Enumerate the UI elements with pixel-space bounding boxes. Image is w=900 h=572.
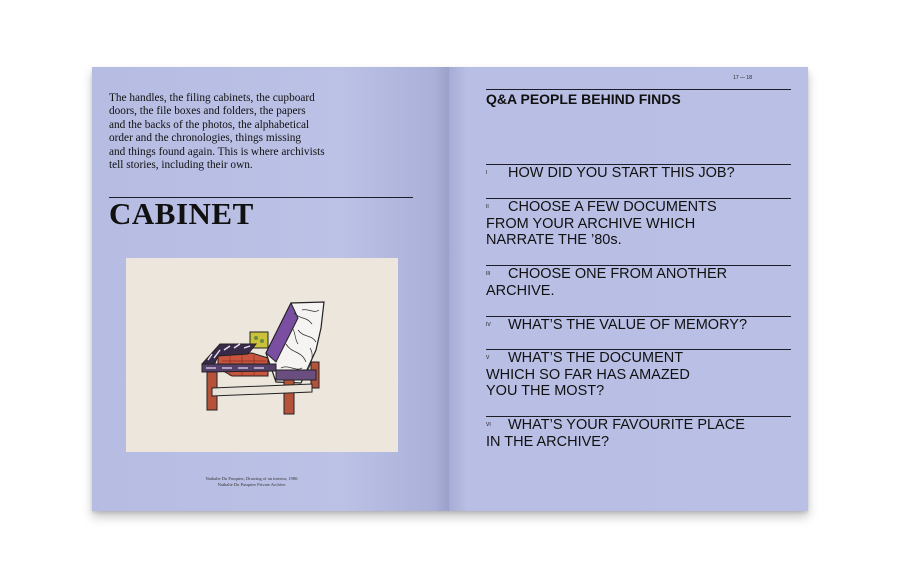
question-number: V xyxy=(486,354,490,361)
image-caption xyxy=(172,476,332,488)
drawing-illustration xyxy=(126,258,398,452)
intro-line: tell stories, including their own. xyxy=(109,159,253,172)
question-item xyxy=(486,199,766,249)
question-text: ARCHIVE. xyxy=(486,282,555,299)
question-text: HOW DID YOU START THIS JOB? xyxy=(508,165,735,181)
question-number: II xyxy=(486,203,489,210)
question-text: YOU THE MOST? xyxy=(486,383,605,399)
question-item xyxy=(486,165,766,182)
caption-line: Nathalie Du Pasquier, Drawing of an interior, 1980. xyxy=(205,476,299,481)
interior-drawing-image xyxy=(126,258,398,452)
section-title: CABINET xyxy=(109,196,254,231)
question-text: CHOOSE A FEW DOCUMENTS xyxy=(508,199,717,215)
question-item xyxy=(486,417,766,450)
page-number: 17 — 18 xyxy=(733,75,752,81)
question-text: NARRATE THE ’80s. xyxy=(486,232,622,248)
question-item xyxy=(486,317,766,334)
intro-line: and the backs of the photos, the alphabetical xyxy=(109,118,310,131)
question-item xyxy=(486,350,766,400)
question-text: IN THE ARCHIVE? xyxy=(486,433,610,450)
question-text: WHAT’S THE DOCUMENT xyxy=(508,350,684,366)
question-text: WHAT’S YOUR FAVOURITE PLACE xyxy=(508,417,745,433)
caption-line: Nathalie Du Pasquier Private Archive. xyxy=(217,482,287,487)
section-header: Q&A PEOPLE BEHIND FINDS xyxy=(486,91,681,107)
intro-line: and things found again. This is where archivists xyxy=(109,145,325,158)
question-text: WHAT’S THE VALUE OF MEMORY? xyxy=(508,317,748,333)
intro-paragraph xyxy=(109,92,379,172)
right-page xyxy=(449,67,808,511)
question-item xyxy=(486,266,766,299)
intro-line: The handles, the filing cabinets, the cupboard xyxy=(109,92,315,104)
question-text: FROM YOUR ARCHIVE WHICH xyxy=(486,215,696,232)
left-page xyxy=(92,67,449,511)
intro-line: doors, the file boxes and folders, the papers xyxy=(109,105,306,118)
question-number: I xyxy=(486,169,488,176)
question-number: VI xyxy=(486,421,491,428)
header-rule xyxy=(486,89,791,90)
question-text: WHICH SO FAR HAS AMAZED xyxy=(486,366,690,383)
question-number: IV xyxy=(486,321,491,328)
intro-line: order and the chronologies, things missing xyxy=(109,132,302,145)
question-number: III xyxy=(486,270,491,277)
magazine-spread xyxy=(92,67,808,511)
question-text: CHOOSE ONE FROM ANOTHER xyxy=(508,266,728,282)
